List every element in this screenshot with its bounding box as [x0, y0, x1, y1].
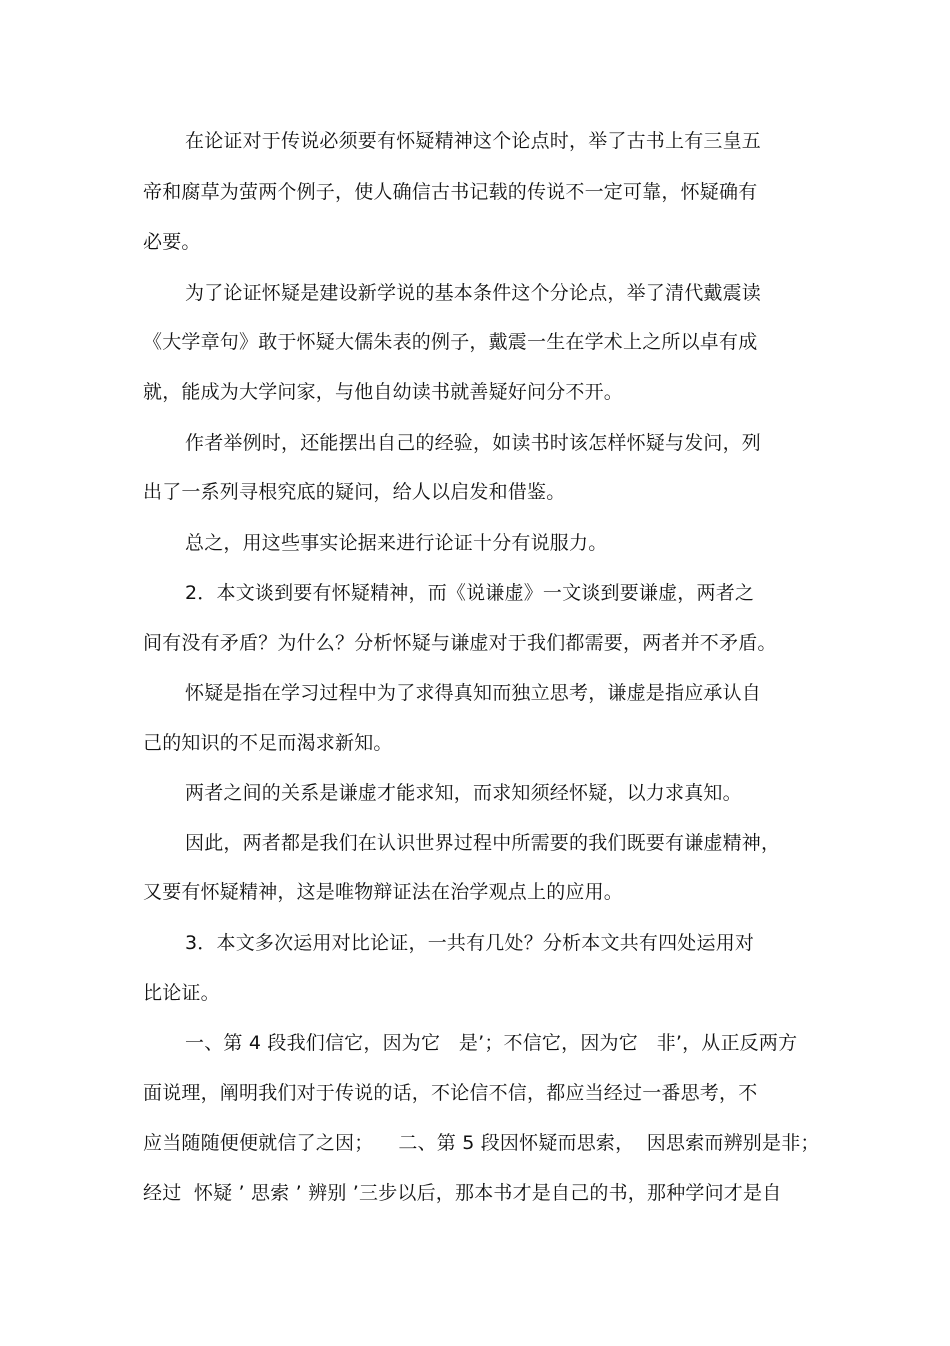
paragraph-line: 帝和腐草为萤两个例子，使人确信古书记载的传说不一定可靠，怀疑确有: [143, 181, 758, 203]
paragraph-line: 一、第 4 段我们信它，因为它 是’；不信它，因为它 非’，从正反两方: [185, 1032, 798, 1054]
paragraph-line: 经过 怀疑 ’ 思索 ’ 辨别 ’三步以后，那本书才是自己的书，那种学问才是自: [143, 1182, 782, 1204]
paragraph-line: 就，能成为大学问家，与他自幼读书就善疑好问分不开。: [143, 381, 624, 403]
paragraph-line: 3．本文多次运用对比论证，一共有几处？分析本文共有四处运用对: [185, 932, 755, 954]
paragraph-line: 出了一系列寻根究底的疑问，给人以启发和借鉴。: [143, 481, 566, 503]
paragraph-line: 间有没有矛盾？为什么？分析怀疑与谦虚对于我们都需要，两者并不矛盾。: [143, 632, 777, 654]
paragraph-line: 《大学章句》敢于怀疑大儒朱表的例子，戴震一生在学术上之所以卓有成: [143, 331, 758, 353]
paragraph-line: 为了论证怀疑是建设新学说的基本条件这个分论点，举了清代戴震读: [185, 282, 762, 304]
paragraph-line: 因此，两者都是我们在认识世界过程中所需要的我们既要有谦虚精神，: [185, 832, 781, 854]
paragraph-line: 2．本文谈到要有怀疑精神，而《说谦虚》一文谈到要谦虚，两者之: [185, 582, 755, 604]
paragraph-line: 两者之间的关系是谦虚才能求知，而求知须经怀疑，以力求真知。: [185, 782, 742, 804]
paragraph-line: 在论证对于传说必须要有怀疑精神这个论点时，举了古书上有三皇五: [185, 130, 762, 152]
paragraph-line: 作者举例时，还能摆出自己的经验，如读书时该怎样怀疑与发问，列: [185, 432, 762, 454]
paragraph-line: 必要。: [143, 231, 201, 253]
paragraph-line: 己的知识的不足而渴求新知。: [143, 732, 393, 754]
paragraph-line: 又要有怀疑精神，这是唯物辩证法在治学观点上的应用。: [143, 881, 624, 903]
paragraph-line: 比论证。: [143, 982, 220, 1004]
paragraph-line: 怀疑是指在学习过程中为了求得真知而独立思考，谦虚是指应承认自: [185, 682, 762, 704]
paragraph-line: 应当随随便便就信了之因； 二、第 5 段因怀疑而思索， 因思索而辨别是非；: [143, 1132, 820, 1154]
paragraph-line: 面说理，阐明我们对于传说的话，不论信不信，都应当经过一番思考，不: [143, 1082, 758, 1104]
paragraph-line: 总之，用这些事实论据来进行论证十分有说服力。: [185, 532, 608, 554]
